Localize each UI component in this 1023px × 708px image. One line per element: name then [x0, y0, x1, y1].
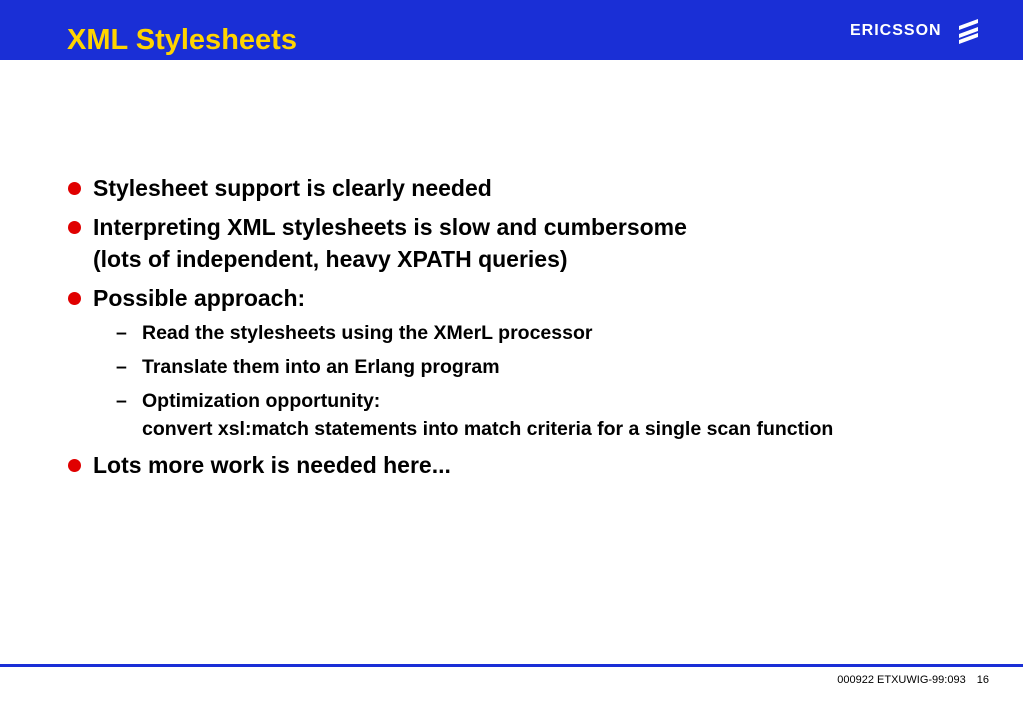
footer-divider — [0, 664, 1023, 667]
bullet-text: Stylesheet support is clearly needed — [93, 175, 492, 201]
page-number: 16 — [976, 674, 989, 686]
ericsson-logo-icon — [956, 17, 982, 45]
bullet-dot-icon — [68, 459, 81, 472]
bullet-item — [68, 449, 968, 481]
footer-doc-id: 000922 ETXUWIG-99:093 — [837, 674, 966, 686]
sub-bullet-item — [116, 353, 968, 381]
bullet-item — [68, 282, 968, 314]
bullet-text: Lots more work is needed here... — [93, 452, 451, 478]
ericsson-logo — [850, 17, 982, 45]
slide-content — [68, 172, 968, 488]
bullet-item — [68, 211, 968, 275]
bullet-dot-icon — [68, 292, 81, 305]
sub-bullet-text: Read the stylesheets using the XMerL processor — [142, 322, 593, 344]
bullet-dot-icon — [68, 182, 81, 195]
bullet-dot-icon — [68, 221, 81, 234]
dash-marker: – — [116, 322, 127, 344]
sub-bullet-item — [116, 387, 968, 443]
logo-text: ERICSSON — [850, 22, 942, 39]
sub-bullet-list — [116, 319, 968, 443]
bullet-text: Interpreting XML stylesheets is slow and cumbersome (lots of independent, heavy XPATH queries) — [93, 214, 687, 272]
dash-marker: – — [116, 390, 127, 412]
bullet-text: Possible approach: — [93, 285, 306, 311]
slide-title: XML Stylesheets — [67, 24, 297, 56]
sub-bullet-text: Translate them into an Erlang program — [142, 356, 500, 378]
sub-bullet-text: Optimization opportunity: convert xsl:match statements into match criteria for a single scan function — [142, 390, 834, 440]
dash-marker: – — [116, 356, 127, 378]
bullet-item — [68, 172, 968, 204]
footer — [829, 674, 989, 686]
sub-bullet-item — [116, 319, 968, 347]
